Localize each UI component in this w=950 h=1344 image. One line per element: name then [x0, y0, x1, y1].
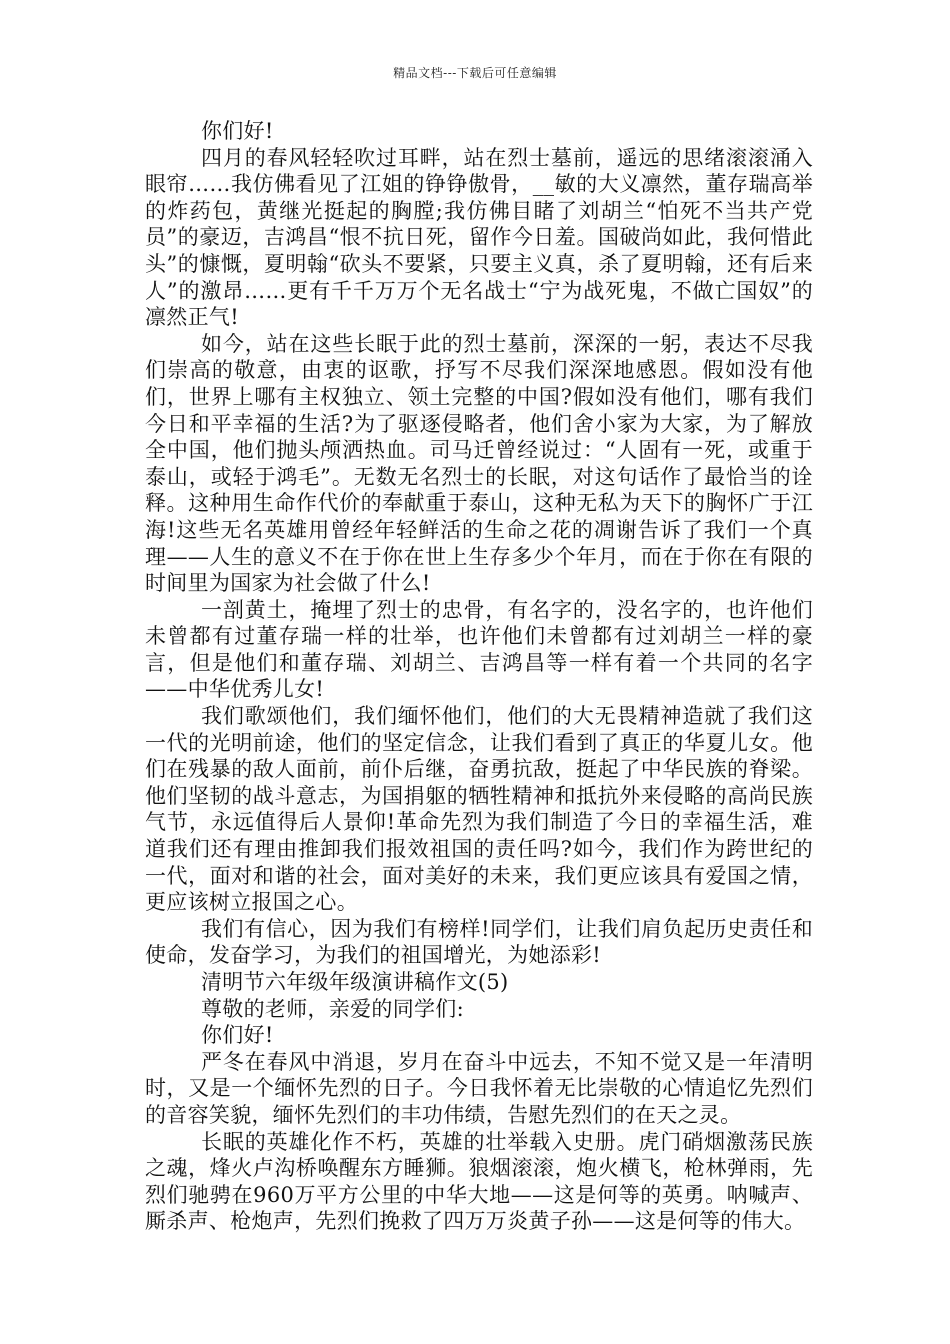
body-paragraph: 长眠的英雄化作不朽，英雄的壮举载入史册。虎门硝烟激荡民族之魂，烽火卢沟桥唤醒东方睡狮。狼烟滚滚，炮火横飞，枪林弹雨，先烈们驰骋在960万平方公里的中华大地——这是何等的英勇。呐喊声、厮杀声、枪炮声，先烈们挽救了四万万炎黄子孙——这是何等的伟大。	[145, 1129, 813, 1234]
page-header: 精品文档---下载后可任意编辑	[393, 66, 557, 80]
document-body	[145, 118, 813, 1235]
body-paragraph: 四月的春风轻轻吹过耳畔，站在烈士墓前，遥远的思绪滚滚涌入眼帘……我仿佛看见了江姐的铮铮傲骨，__敏的大义凛然，董存瑞高举的炸药包，黄继光挺起的胸膛;我仿佛目睹了刘胡兰“怕死不当共产党员”的豪迈，吉鸿昌“恨不抗日死，留作今日羞。国破尚如此，我何惜此头”的慷慨，夏明翰“砍头不要紧，只要主义真，杀了夏明翰，还有后来人”的激昂……更有千千万万个无名战士“宁为战死鬼，不做亡国奴”的凛然正气!	[145, 145, 813, 330]
body-paragraph: 如今，站在这些长眠于此的烈士墓前，深深的一躬，表达不尽我们崇高的敬意，由衷的讴歌，抒写不尽我们深深地感恩。假如没有他们，世界上哪有主权独立、领土完整的中国?假如没有他们，哪有我们今日和平幸福的生活?为了驱逐侵略者，他们舍小家为大家，为了解放全中国，他们抛头颅洒热血。司马迁曾经说过：“人固有一死，或重于泰山，或轻于鸿毛”。无数无名烈士的长眠，对这句话作了最恰当的诠释。这种用生命作代价的奉献重于泰山，这种无私为天下的胸怀广于江海!这些无名英雄用曾经年轻鲜活的生命之花的凋谢告诉了我们一个真理——人生的意义不在于你在世上生存多少个年月，而在于你在有限的时间里为国家为社会做了什么!	[145, 331, 813, 596]
body-paragraph: 我们有信心，因为我们有榜样!同学们，让我们肩负起历史责任和使命，发奋学习，为我们的祖国增光，为她添彩!	[145, 916, 813, 968]
salutation-paragraph: 尊敬的老师，亲爱的同学们:	[201, 996, 464, 1021]
body-paragraph: 严冬在春风中消退，岁月在奋斗中远去，不知不觉又是一年清明时，又是一个缅怀先烈的日子。今日我怀着无比崇敬的心情追忆先烈们的音容笑貌，缅怀先烈们的丰功伟绩，告慰先烈们的在天之灵。	[145, 1049, 813, 1127]
section-title: 清明节六年级年级演讲稿作文(5)	[201, 970, 509, 994]
greeting-paragraph: 你们好!	[201, 1023, 274, 1048]
greeting-paragraph: 你们好!	[201, 119, 274, 143]
body-paragraph: 一剖黄土，掩埋了烈士的忠骨，有名字的，没名字的，也许他们未曾都有过董存瑞一样的壮举，也许他们未曾都有过刘胡兰一样的豪言，但是他们和董存瑞、刘胡兰、吉鸿昌等一样有着一个共同的名字——中华优秀儿女!	[145, 597, 813, 702]
body-paragraph: 我们歌颂他们，我们缅怀他们，他们的大无畏精神造就了我们这一代的光明前途，他们的坚定信念，让我们看到了真正的华夏儿女。他们在残暴的敌人面前，前仆后继，奋勇抗敌，挺起了中华民族的脊梁。他们坚韧的战斗意志，为国捐躯的牺牲精神和抵抗外来侵略的高尚民族气节，永远值得后人景仰!革命先烈为我们制造了今日的幸福生活，难道我们还有理由推卸我们报效祖国的责任吗?如今，我们作为跨世纪的一代，面对和谐的社会，面对美好的未来，我们更应该具有爱国之情，更应该树立报国之心。	[145, 704, 813, 915]
